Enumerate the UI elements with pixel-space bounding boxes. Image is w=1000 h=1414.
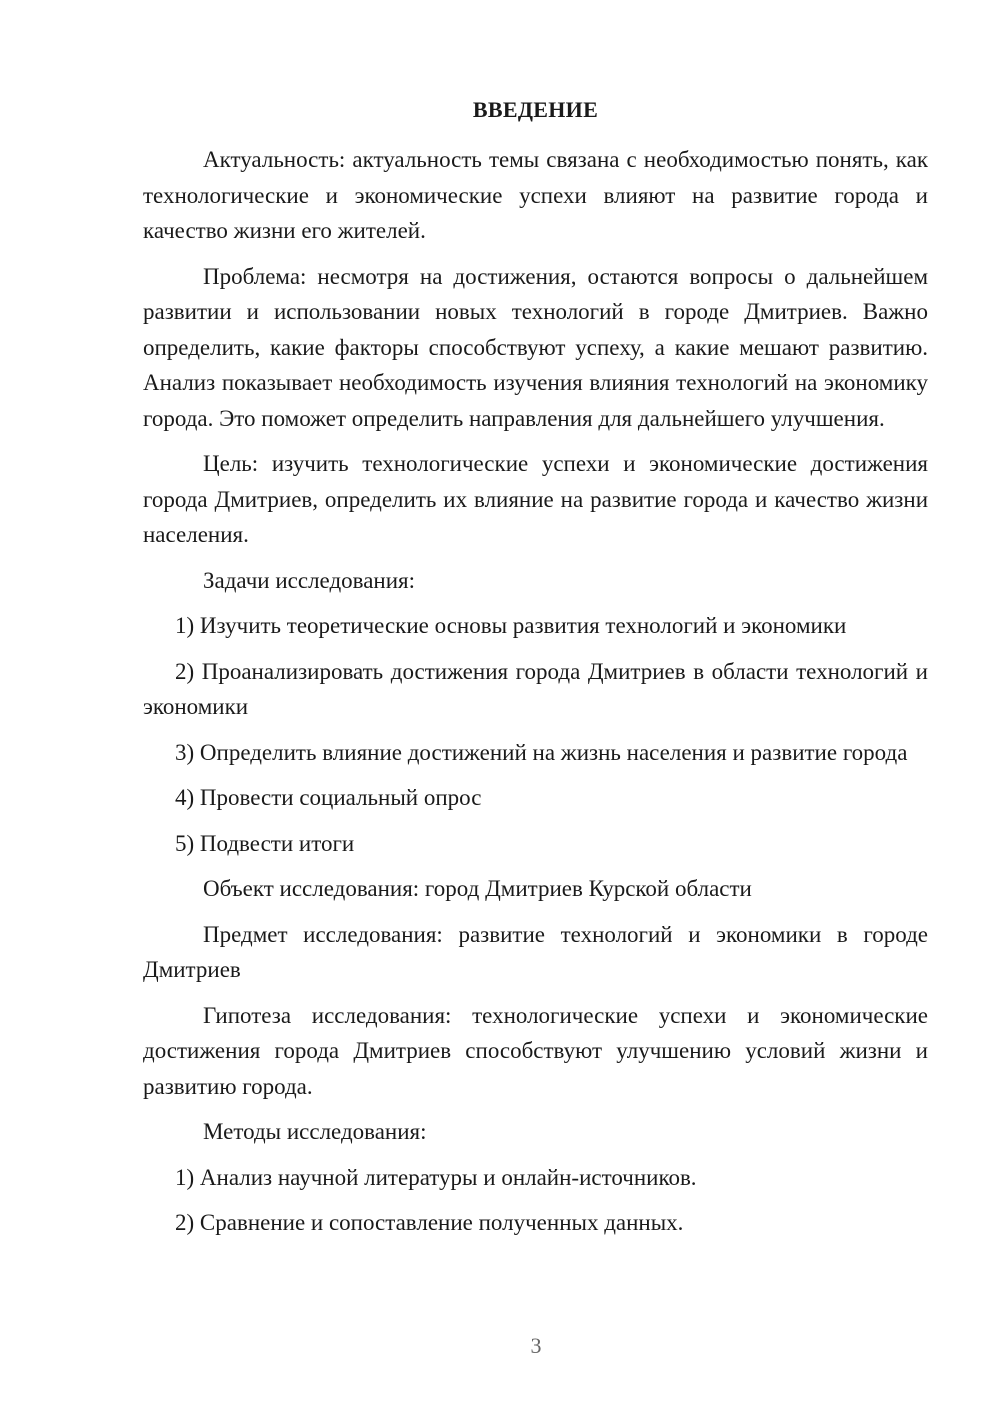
- tasks-heading: Задачи исследования:: [203, 567, 416, 593]
- method-item-2: 2) Сравнение и сопоставление полученных данных.: [175, 1210, 684, 1235]
- page-number: 3: [530, 1333, 542, 1358]
- hypothesis-paragraph: Гипотеза исследования: технологические успехи и экономические достижения города Дмитриев способствуют улучшению условий жизни и развитию города.: [143, 1002, 928, 1099]
- methods-heading: Методы исследования:: [203, 1119, 427, 1144]
- section-title: ВВЕДЕНИЕ: [472, 97, 599, 122]
- method-item-1: 1) Анализ научной литературы и онлайн-источников.: [175, 1164, 697, 1190]
- task-item-5: 5) Подвести итоги: [175, 830, 355, 856]
- relevance-paragraph: Актуальность: актуальность темы связана с необходимостью понять, как технологические и экономические успехи влияют на развитие города и качество жизни его жителей.: [143, 147, 928, 243]
- object-paragraph: Объект исследования: город Дмитриев Курской области: [203, 876, 752, 901]
- task-item-2: 2) Проанализировать достижения города Дмитриев в области технологий и экономики: [143, 658, 928, 719]
- subject-paragraph: Предмет исследования: развитие технологий и экономики в городе Дмитриев: [143, 921, 928, 982]
- problem-paragraph: Проблема: несмотря на достижения, остаются вопросы о дальнейшем развитии и использовании новых технологий в городе Дмитриев. Важно определить, какие факторы способствуют успеху, а какие мешают развитию. Анализ показывает необходимость изучения влияния технологий на экономику города. Это поможет определить направления для дальнейшего улучшения.: [143, 263, 928, 431]
- task-item-4: 4) Провести социальный опрос: [175, 785, 482, 810]
- task-item-1: 1) Изучить теоретические основы развития технологий и экономики: [175, 613, 847, 638]
- document-body: [143, 94, 928, 1251]
- task-item-3: 3) Определить влияние достижений на жизнь населения и развитие города: [175, 739, 908, 765]
- goal-paragraph: Цель: изучить технологические успехи и экономические достижения города Дмитриев, определить их влияние на развитие города и качество жизни населения.: [143, 451, 928, 547]
